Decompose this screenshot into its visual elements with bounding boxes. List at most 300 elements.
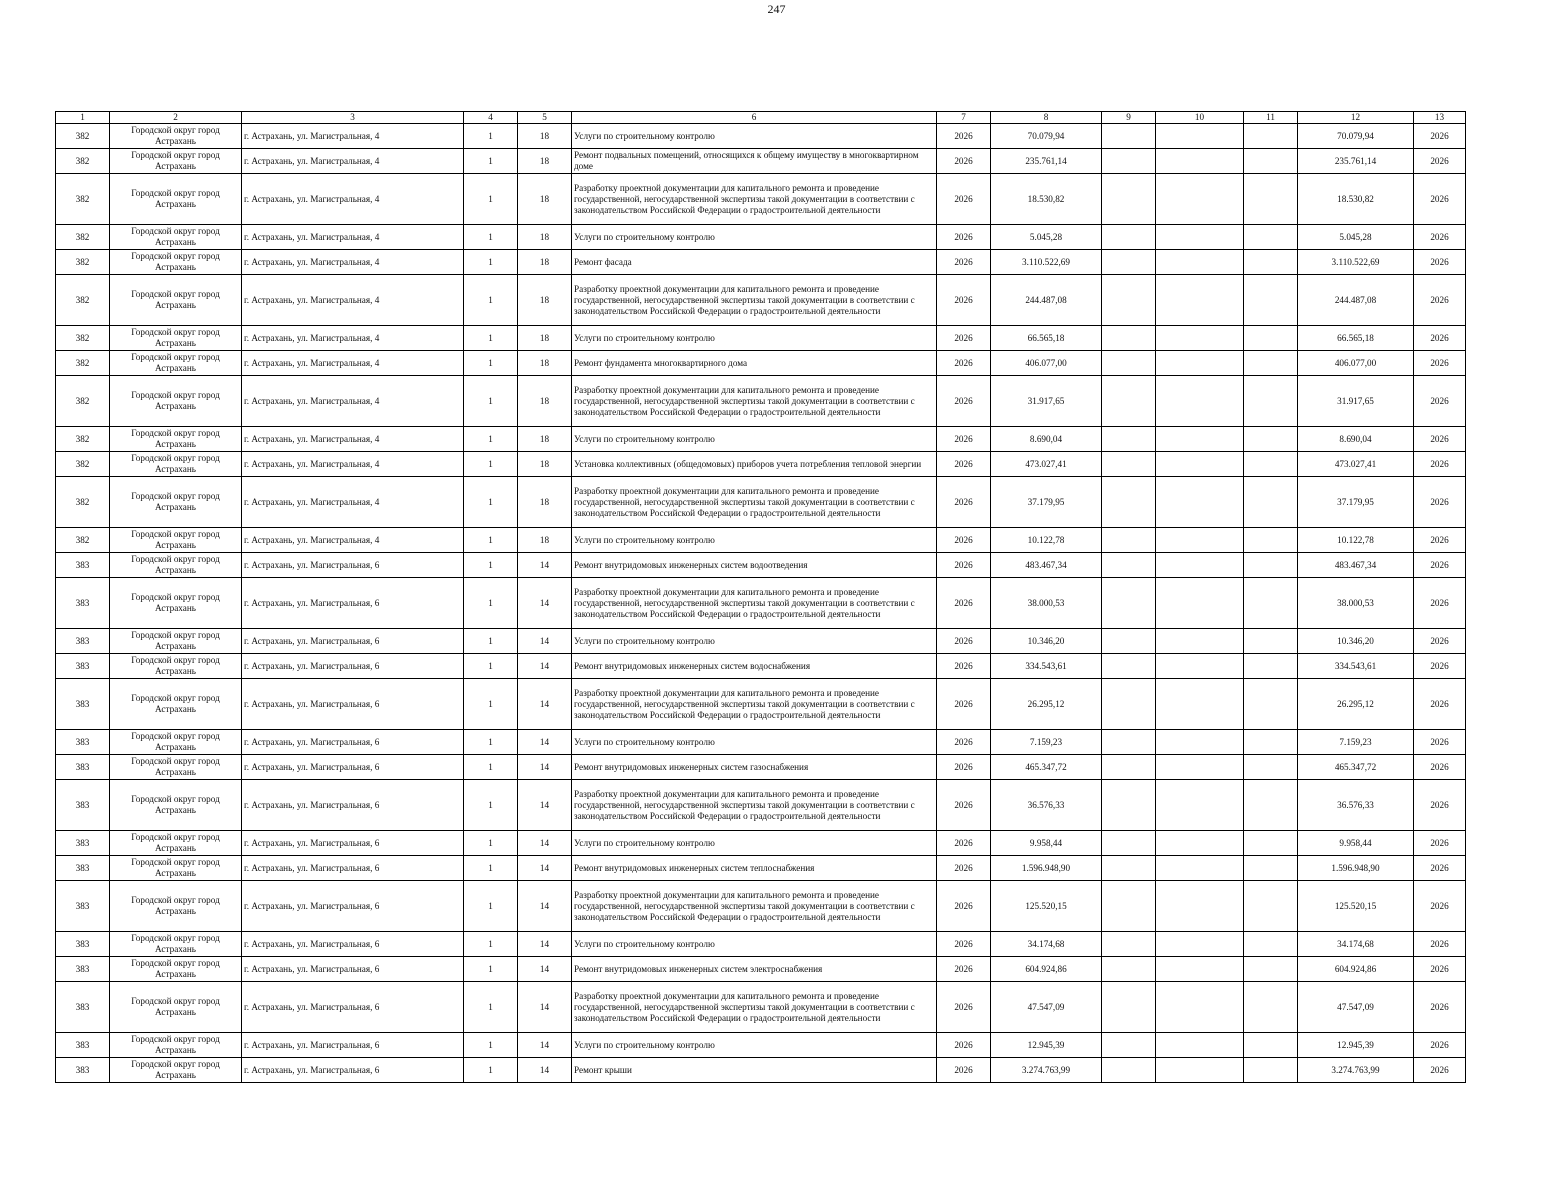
municipality-cell: Городской округ город Астрахань — [110, 326, 242, 351]
municipality-cell: Городской округ город Астрахань — [110, 578, 242, 629]
col10-cell — [1156, 755, 1244, 780]
work-type-cell: Услуги по строительному контролю — [572, 730, 937, 755]
year-cell: 2026 — [937, 679, 991, 730]
cost-cell: 483.467,34 — [991, 553, 1102, 578]
count-cell: 1 — [464, 275, 518, 326]
column-header-2: 2 — [110, 112, 242, 124]
municipality-cell: Городской округ город Астрахань — [110, 528, 242, 553]
row-number: 382 — [56, 528, 110, 553]
row-number: 383 — [56, 629, 110, 654]
col10-cell — [1156, 553, 1244, 578]
row-number: 382 — [56, 376, 110, 427]
row-number: 382 — [56, 275, 110, 326]
col9-cell — [1102, 856, 1156, 881]
municipality-cell: Городской округ город Астрахань — [110, 629, 242, 654]
table-row — [56, 755, 1466, 780]
col5-cell: 14 — [518, 1058, 572, 1083]
row-number: 383 — [56, 932, 110, 957]
municipality-cell: Городской округ город Астрахань — [110, 124, 242, 149]
work-type-cell: Ремонт внутридомовых инженерных систем водоотведения — [572, 553, 937, 578]
year-end-cell: 2026 — [1414, 124, 1466, 149]
row-number: 383 — [56, 730, 110, 755]
address-cell: г. Астрахань, ул. Магистральная, 4 — [242, 427, 464, 452]
year-end-cell: 2026 — [1414, 932, 1466, 957]
col9-cell — [1102, 1033, 1156, 1058]
page-number: 247 — [767, 2, 786, 16]
total-cell: 18.530,82 — [1298, 174, 1414, 225]
total-cell: 37.179,95 — [1298, 477, 1414, 528]
col10-cell — [1156, 124, 1244, 149]
row-number: 383 — [56, 578, 110, 629]
col9-cell — [1102, 881, 1156, 932]
col5-cell: 14 — [518, 957, 572, 982]
year-cell: 2026 — [937, 780, 991, 831]
count-cell: 1 — [464, 553, 518, 578]
address-cell: г. Астрахань, ул. Магистральная, 4 — [242, 174, 464, 225]
year-cell: 2026 — [937, 578, 991, 629]
year-end-cell: 2026 — [1414, 831, 1466, 856]
cost-cell: 70.079,94 — [991, 124, 1102, 149]
cost-cell: 8.690,04 — [991, 427, 1102, 452]
address-cell: г. Астрахань, ул. Магистральная, 6 — [242, 629, 464, 654]
address-cell: г. Астрахань, ул. Магистральная, 4 — [242, 250, 464, 275]
column-header-6: 6 — [572, 112, 937, 124]
address-cell: г. Астрахань, ул. Магистральная, 4 — [242, 351, 464, 376]
table-row — [56, 578, 1466, 629]
cost-cell: 47.547,09 — [991, 982, 1102, 1033]
column-header-13: 13 — [1414, 112, 1466, 124]
total-cell: 66.565,18 — [1298, 326, 1414, 351]
col11-cell — [1244, 755, 1298, 780]
year-cell: 2026 — [937, 452, 991, 477]
cost-cell: 31.917,65 — [991, 376, 1102, 427]
year-end-cell: 2026 — [1414, 326, 1466, 351]
year-cell: 2026 — [937, 477, 991, 528]
col10-cell — [1156, 629, 1244, 654]
cost-cell: 7.159,23 — [991, 730, 1102, 755]
count-cell: 1 — [464, 452, 518, 477]
cost-cell: 18.530,82 — [991, 174, 1102, 225]
column-header-10: 10 — [1156, 112, 1244, 124]
cost-cell: 473.027,41 — [991, 452, 1102, 477]
col11-cell — [1244, 275, 1298, 326]
cost-cell: 125.520,15 — [991, 881, 1102, 932]
col11-cell — [1244, 1033, 1298, 1058]
year-cell: 2026 — [937, 654, 991, 679]
work-type-cell: Услуги по строительному контролю — [572, 528, 937, 553]
address-cell: г. Астрахань, ул. Магистральная, 4 — [242, 452, 464, 477]
col10-cell — [1156, 174, 1244, 225]
row-number: 383 — [56, 1033, 110, 1058]
total-cell: 9.958,44 — [1298, 831, 1414, 856]
col11-cell — [1244, 881, 1298, 932]
work-type-cell: Услуги по строительному контролю — [572, 225, 937, 250]
col11-cell — [1244, 1058, 1298, 1083]
municipality-cell: Городской округ город Астрахань — [110, 351, 242, 376]
col5-cell: 14 — [518, 780, 572, 831]
col11-cell — [1244, 654, 1298, 679]
col10-cell — [1156, 225, 1244, 250]
cost-cell: 10.122,78 — [991, 528, 1102, 553]
year-cell: 2026 — [937, 831, 991, 856]
municipality-cell: Городской округ город Астрахань — [110, 1033, 242, 1058]
total-cell: 26.295,12 — [1298, 679, 1414, 730]
address-cell: г. Астрахань, ул. Магистральная, 4 — [242, 326, 464, 351]
col5-cell: 14 — [518, 654, 572, 679]
cost-cell: 3.110.522,69 — [991, 250, 1102, 275]
municipality-cell: Городской округ город Астрахань — [110, 452, 242, 477]
count-cell: 1 — [464, 629, 518, 654]
year-end-cell: 2026 — [1414, 881, 1466, 932]
count-cell: 1 — [464, 528, 518, 553]
count-cell: 1 — [464, 730, 518, 755]
table-row — [56, 452, 1466, 477]
cost-cell: 5.045,28 — [991, 225, 1102, 250]
municipality-cell: Городской округ город Астрахань — [110, 957, 242, 982]
col11-cell — [1244, 982, 1298, 1033]
col5-cell: 18 — [518, 225, 572, 250]
work-type-cell: Услуги по строительному контролю — [572, 1033, 937, 1058]
row-number: 382 — [56, 477, 110, 528]
municipality-cell: Городской округ город Астрахань — [110, 275, 242, 326]
col11-cell — [1244, 679, 1298, 730]
column-header-7: 7 — [937, 112, 991, 124]
col10-cell — [1156, 477, 1244, 528]
col5-cell: 14 — [518, 1033, 572, 1058]
count-cell: 1 — [464, 831, 518, 856]
total-cell: 38.000,53 — [1298, 578, 1414, 629]
row-number: 382 — [56, 351, 110, 376]
table-body — [56, 124, 1466, 1083]
table-row — [56, 275, 1466, 326]
count-cell: 1 — [464, 1033, 518, 1058]
count-cell: 1 — [464, 351, 518, 376]
col10-cell — [1156, 326, 1244, 351]
col11-cell — [1244, 250, 1298, 275]
cost-cell: 34.174,68 — [991, 932, 1102, 957]
total-cell: 70.079,94 — [1298, 124, 1414, 149]
col10-cell — [1156, 1058, 1244, 1083]
cost-cell: 9.958,44 — [991, 831, 1102, 856]
work-type-cell: Разработку проектной документации для капитального ремонта и проведение государственной, негосударственной экспертизы такой документации в соответствии с законодательством Российской Федерации о градостроительной деятельности — [572, 679, 937, 730]
cost-cell: 3.274.763,99 — [991, 1058, 1102, 1083]
col5-cell: 18 — [518, 174, 572, 225]
row-number: 382 — [56, 225, 110, 250]
total-cell: 235.761,14 — [1298, 149, 1414, 174]
year-cell: 2026 — [937, 528, 991, 553]
address-cell: г. Астрахань, ул. Магистральная, 6 — [242, 780, 464, 831]
col11-cell — [1244, 856, 1298, 881]
count-cell: 1 — [464, 427, 518, 452]
address-cell: г. Астрахань, ул. Магистральная, 6 — [242, 730, 464, 755]
municipality-cell: Городской округ город Астрахань — [110, 654, 242, 679]
col5-cell: 18 — [518, 275, 572, 326]
work-type-cell: Ремонт внутридомовых инженерных систем водоснабжения — [572, 654, 937, 679]
table-header — [56, 112, 1466, 124]
table-row — [56, 553, 1466, 578]
col9-cell — [1102, 578, 1156, 629]
table-row — [56, 654, 1466, 679]
year-end-cell: 2026 — [1414, 351, 1466, 376]
year-end-cell: 2026 — [1414, 1033, 1466, 1058]
table-row — [56, 982, 1466, 1033]
col5-cell: 14 — [518, 679, 572, 730]
cost-cell: 66.565,18 — [991, 326, 1102, 351]
year-cell: 2026 — [937, 755, 991, 780]
col5-cell: 18 — [518, 376, 572, 427]
year-end-cell: 2026 — [1414, 578, 1466, 629]
address-cell: г. Астрахань, ул. Магистральная, 4 — [242, 376, 464, 427]
col10-cell — [1156, 1033, 1244, 1058]
col9-cell — [1102, 755, 1156, 780]
address-cell: г. Астрахань, ул. Магистральная, 4 — [242, 225, 464, 250]
col9-cell — [1102, 629, 1156, 654]
work-type-cell: Разработку проектной документации для капитального ремонта и проведение государственной, негосударственной экспертизы такой документации в соответствии с законодательством Российской Федерации о градостроительной деятельности — [572, 174, 937, 225]
header-row — [56, 112, 1466, 124]
year-cell: 2026 — [937, 351, 991, 376]
table-row — [56, 326, 1466, 351]
col10-cell — [1156, 982, 1244, 1033]
address-cell: г. Астрахань, ул. Магистральная, 6 — [242, 957, 464, 982]
total-cell: 5.045,28 — [1298, 225, 1414, 250]
work-type-cell: Разработку проектной документации для капитального ремонта и проведение государственной, негосударственной экспертизы такой документации в соответствии с законодательством Российской Федерации о градостроительной деятельности — [572, 780, 937, 831]
address-cell: г. Астрахань, ул. Магистральная, 6 — [242, 578, 464, 629]
col11-cell — [1244, 376, 1298, 427]
work-type-cell: Ремонт фундамента многоквартирного дома — [572, 351, 937, 376]
municipality-cell: Городской округ город Астрахань — [110, 780, 242, 831]
count-cell: 1 — [464, 755, 518, 780]
col9-cell — [1102, 124, 1156, 149]
col9-cell — [1102, 679, 1156, 730]
table-row — [56, 1033, 1466, 1058]
col11-cell — [1244, 932, 1298, 957]
col10-cell — [1156, 780, 1244, 831]
table-row — [56, 250, 1466, 275]
table-row — [56, 780, 1466, 831]
col9-cell — [1102, 831, 1156, 856]
col5-cell: 14 — [518, 831, 572, 856]
work-type-cell: Услуги по строительному контролю — [572, 124, 937, 149]
year-cell: 2026 — [937, 1058, 991, 1083]
year-cell: 2026 — [937, 250, 991, 275]
total-cell: 334.543,61 — [1298, 654, 1414, 679]
table-row — [56, 225, 1466, 250]
year-end-cell: 2026 — [1414, 149, 1466, 174]
col11-cell — [1244, 629, 1298, 654]
table-row — [56, 957, 1466, 982]
work-type-cell: Ремонт внутридомовых инженерных систем газоснабжения — [572, 755, 937, 780]
year-end-cell: 2026 — [1414, 427, 1466, 452]
cost-cell: 465.347,72 — [991, 755, 1102, 780]
total-cell: 12.945,39 — [1298, 1033, 1414, 1058]
col9-cell — [1102, 982, 1156, 1033]
col10-cell — [1156, 427, 1244, 452]
cost-cell: 36.576,33 — [991, 780, 1102, 831]
total-cell: 8.690,04 — [1298, 427, 1414, 452]
address-cell: г. Астрахань, ул. Магистральная, 6 — [242, 679, 464, 730]
column-header-9: 9 — [1102, 112, 1156, 124]
row-number: 382 — [56, 326, 110, 351]
table-row — [56, 477, 1466, 528]
year-end-cell: 2026 — [1414, 174, 1466, 225]
col11-cell — [1244, 730, 1298, 755]
col5-cell: 14 — [518, 755, 572, 780]
work-type-cell: Разработку проектной документации для капитального ремонта и проведение государственной, негосударственной экспертизы такой документации в соответствии с законодательством Российской Федерации о градостроительной деятельности — [572, 881, 937, 932]
count-cell: 1 — [464, 578, 518, 629]
address-cell: г. Астрахань, ул. Магистральная, 6 — [242, 856, 464, 881]
col9-cell — [1102, 730, 1156, 755]
cost-cell: 38.000,53 — [991, 578, 1102, 629]
col10-cell — [1156, 932, 1244, 957]
year-end-cell: 2026 — [1414, 856, 1466, 881]
year-end-cell: 2026 — [1414, 957, 1466, 982]
year-cell: 2026 — [937, 376, 991, 427]
address-cell: г. Астрахань, ул. Магистральная, 6 — [242, 831, 464, 856]
column-header-5: 5 — [518, 112, 572, 124]
municipality-cell: Городской округ город Астрахань — [110, 376, 242, 427]
col5-cell: 18 — [518, 452, 572, 477]
year-end-cell: 2026 — [1414, 654, 1466, 679]
cost-cell: 12.945,39 — [991, 1033, 1102, 1058]
address-cell: г. Астрахань, ул. Магистральная, 4 — [242, 275, 464, 326]
address-cell: г. Астрахань, ул. Магистральная, 4 — [242, 477, 464, 528]
work-type-cell: Разработку проектной документации для капитального ремонта и проведение государственной, негосударственной экспертизы такой документации в соответствии с законодательством Российской Федерации о градостроительной деятельности — [572, 982, 937, 1033]
col5-cell: 14 — [518, 629, 572, 654]
count-cell: 1 — [464, 376, 518, 427]
work-type-cell: Разработку проектной документации для капитального ремонта и проведение государственной, негосударственной экспертизы такой документации в соответствии с законодательством Российской Федерации о градостроительной деятельности — [572, 275, 937, 326]
row-number: 383 — [56, 780, 110, 831]
work-type-cell: Разработку проектной документации для капитального ремонта и проведение государственной, негосударственной экспертизы такой документации в соответствии с законодательством Российской Федерации о градостроительной деятельности — [572, 578, 937, 629]
year-end-cell: 2026 — [1414, 553, 1466, 578]
col11-cell — [1244, 831, 1298, 856]
col5-cell: 18 — [518, 528, 572, 553]
address-cell: г. Астрахань, ул. Магистральная, 6 — [242, 1033, 464, 1058]
col10-cell — [1156, 376, 1244, 427]
col9-cell — [1102, 553, 1156, 578]
municipality-cell: Городской округ город Астрахань — [110, 881, 242, 932]
year-cell: 2026 — [937, 932, 991, 957]
col11-cell — [1244, 149, 1298, 174]
work-type-cell: Ремонт внутридомовых инженерных систем электроснабжения — [572, 957, 937, 982]
table-row — [56, 932, 1466, 957]
work-type-cell: Услуги по строительному контролю — [572, 932, 937, 957]
column-header-12: 12 — [1298, 112, 1414, 124]
municipality-cell: Городской округ город Астрахань — [110, 932, 242, 957]
table-row — [56, 831, 1466, 856]
municipality-cell: Городской округ город Астрахань — [110, 149, 242, 174]
col10-cell — [1156, 250, 1244, 275]
total-cell: 406.077,00 — [1298, 351, 1414, 376]
work-type-cell: Услуги по строительному контролю — [572, 427, 937, 452]
work-type-cell: Ремонт фасада — [572, 250, 937, 275]
year-end-cell: 2026 — [1414, 225, 1466, 250]
cost-cell: 10.346,20 — [991, 629, 1102, 654]
column-header-1: 1 — [56, 112, 110, 124]
year-cell: 2026 — [937, 856, 991, 881]
total-cell: 473.027,41 — [1298, 452, 1414, 477]
work-type-cell: Услуги по строительному контролю — [572, 831, 937, 856]
col9-cell — [1102, 528, 1156, 553]
col10-cell — [1156, 957, 1244, 982]
col11-cell — [1244, 326, 1298, 351]
address-cell: г. Астрахань, ул. Магистральная, 4 — [242, 149, 464, 174]
year-end-cell: 2026 — [1414, 755, 1466, 780]
year-end-cell: 2026 — [1414, 780, 1466, 831]
municipality-cell: Городской округ город Астрахань — [110, 831, 242, 856]
year-end-cell: 2026 — [1414, 679, 1466, 730]
count-cell: 1 — [464, 477, 518, 528]
year-cell: 2026 — [937, 174, 991, 225]
table-row — [56, 528, 1466, 553]
col10-cell — [1156, 831, 1244, 856]
row-number: 383 — [56, 679, 110, 730]
row-number: 382 — [56, 452, 110, 477]
count-cell: 1 — [464, 225, 518, 250]
col5-cell: 18 — [518, 351, 572, 376]
col10-cell — [1156, 275, 1244, 326]
column-header-8: 8 — [991, 112, 1102, 124]
cost-cell: 26.295,12 — [991, 679, 1102, 730]
count-cell: 1 — [464, 932, 518, 957]
total-cell: 3.274.763,99 — [1298, 1058, 1414, 1083]
table-row — [56, 149, 1466, 174]
count-cell: 1 — [464, 174, 518, 225]
col11-cell — [1244, 427, 1298, 452]
count-cell: 1 — [464, 124, 518, 149]
cost-cell: 1.596.948,90 — [991, 856, 1102, 881]
col11-cell — [1244, 124, 1298, 149]
col9-cell — [1102, 275, 1156, 326]
address-cell: г. Астрахань, ул. Магистральная, 6 — [242, 654, 464, 679]
row-number: 383 — [56, 831, 110, 856]
year-end-cell: 2026 — [1414, 528, 1466, 553]
year-cell: 2026 — [937, 957, 991, 982]
col11-cell — [1244, 351, 1298, 376]
year-cell: 2026 — [937, 730, 991, 755]
total-cell: 47.547,09 — [1298, 982, 1414, 1033]
table-row — [56, 679, 1466, 730]
municipality-cell: Городской округ город Астрахань — [110, 250, 242, 275]
col9-cell — [1102, 225, 1156, 250]
col11-cell — [1244, 553, 1298, 578]
work-type-cell: Услуги по строительному контролю — [572, 629, 937, 654]
col9-cell — [1102, 174, 1156, 225]
address-cell: г. Астрахань, ул. Магистральная, 4 — [242, 528, 464, 553]
row-number: 383 — [56, 957, 110, 982]
capital-repair-table — [55, 111, 1466, 1083]
column-header-4: 4 — [464, 112, 518, 124]
municipality-cell: Городской округ город Астрахань — [110, 427, 242, 452]
col5-cell: 18 — [518, 326, 572, 351]
total-cell: 36.576,33 — [1298, 780, 1414, 831]
work-type-cell: Установка коллективных (общедомовых) приборов учета потребления тепловой энергии — [572, 452, 937, 477]
row-number: 383 — [56, 553, 110, 578]
address-cell: г. Астрахань, ул. Магистральная, 6 — [242, 553, 464, 578]
year-cell: 2026 — [937, 553, 991, 578]
table-row — [56, 427, 1466, 452]
municipality-cell: Городской округ город Астрахань — [110, 1058, 242, 1083]
year-end-cell: 2026 — [1414, 982, 1466, 1033]
cost-cell: 406.077,00 — [991, 351, 1102, 376]
table-row — [56, 881, 1466, 932]
col10-cell — [1156, 452, 1244, 477]
count-cell: 1 — [464, 1058, 518, 1083]
col5-cell: 14 — [518, 982, 572, 1033]
municipality-cell: Городской округ город Астрахань — [110, 730, 242, 755]
table-row — [56, 376, 1466, 427]
col5-cell: 18 — [518, 427, 572, 452]
count-cell: 1 — [464, 149, 518, 174]
